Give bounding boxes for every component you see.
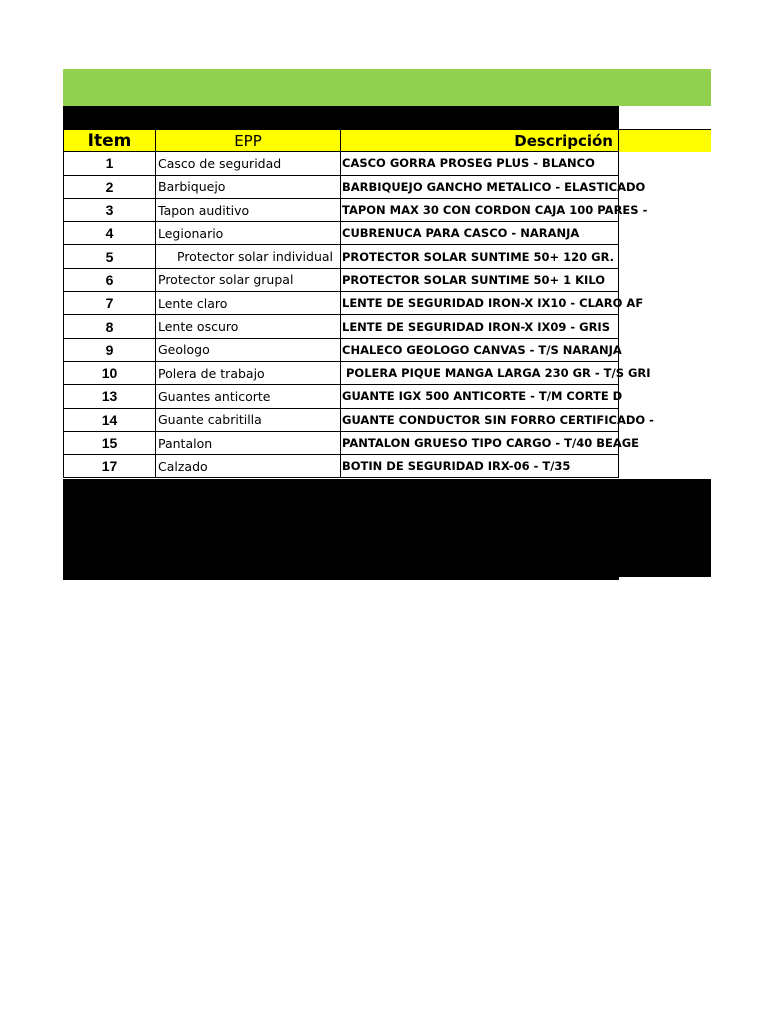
epp-name: Legionario — [156, 222, 341, 245]
extra-cell — [619, 409, 711, 432]
bottom-notch — [619, 577, 711, 580]
item-number: 5 — [63, 245, 156, 268]
item-number: 7 — [63, 292, 156, 315]
epp-description: BARBIQUEJO GANCHO METALICO - ELASTICADO — [341, 176, 619, 199]
table-row — [63, 269, 711, 292]
epp-table — [63, 129, 711, 478]
table-row — [63, 292, 711, 315]
table-row — [63, 385, 711, 408]
table-row — [63, 409, 711, 432]
epp-description: CHALECO GEOLOGO CANVAS - T/S NARANJA — [341, 339, 619, 362]
table-header-row — [63, 129, 711, 152]
extra-cell — [619, 199, 711, 222]
header-extra-cell — [619, 129, 711, 152]
extra-cell — [619, 455, 711, 478]
epp-description: CASCO GORRA PROSEG PLUS - BLANCO — [341, 152, 619, 175]
epp-name: Polera de trabajo — [156, 362, 341, 385]
table-row — [63, 245, 711, 268]
header-epp: EPP — [156, 129, 341, 152]
epp-name: Geologo — [156, 339, 341, 362]
table-row — [63, 455, 711, 478]
table-row — [63, 176, 711, 199]
item-number: 6 — [63, 269, 156, 292]
item-number: 14 — [63, 409, 156, 432]
epp-description: LENTE DE SEGURIDAD IRON-X IX10 - CLARO AF — [341, 292, 619, 315]
extra-cell — [619, 245, 711, 268]
table-row — [63, 222, 711, 245]
epp-description: TAPON MAX 30 CON CORDON CAJA 100 PARES - — [341, 199, 619, 222]
epp-description: PROTECTOR SOLAR SUNTIME 50+ 120 GR. — [341, 245, 619, 268]
epp-name: Protector solar individual — [156, 245, 341, 268]
epp-name: Lente claro — [156, 292, 341, 315]
epp-description: GUANTE CONDUCTOR SIN FORRO CERTIFICADO - — [341, 409, 619, 432]
epp-name: Calzado — [156, 455, 341, 478]
epp-name: Pantalon — [156, 432, 341, 455]
epp-name: Guantes anticorte — [156, 385, 341, 408]
epp-name: Barbiquejo — [156, 176, 341, 199]
item-number: 1 — [63, 152, 156, 175]
item-number: 2 — [63, 176, 156, 199]
item-number: 10 — [63, 362, 156, 385]
epp-description: LENTE DE SEGURIDAD IRON-X IX09 - GRIS — [341, 315, 619, 338]
epp-description: PANTALON GRUESO TIPO CARGO - T/40 BEAGE — [341, 432, 619, 455]
extra-cell — [619, 339, 711, 362]
table-row — [63, 362, 711, 385]
item-number: 13 — [63, 385, 156, 408]
epp-description: PROTECTOR SOLAR SUNTIME 50+ 1 KILO — [341, 269, 619, 292]
epp-name: Tapon auditivo — [156, 199, 341, 222]
item-number: 4 — [63, 222, 156, 245]
extra-cell — [619, 222, 711, 245]
table-row — [63, 315, 711, 338]
extra-cell — [619, 362, 711, 385]
black-band-top — [63, 106, 619, 129]
extra-cell — [619, 385, 711, 408]
item-number: 8 — [63, 315, 156, 338]
epp-description: POLERA PIQUE MANGA LARGA 230 GR - T/S GRI — [341, 362, 619, 385]
extra-cell — [619, 432, 711, 455]
header-descripcion: Descripción — [341, 129, 619, 152]
extra-cell — [619, 176, 711, 199]
item-number: 3 — [63, 199, 156, 222]
epp-name: Casco de seguridad — [156, 152, 341, 175]
epp-description: GUANTE IGX 500 ANTICORTE - T/M CORTE D — [341, 385, 619, 408]
table-row — [63, 199, 711, 222]
extra-cell — [619, 269, 711, 292]
table-row — [63, 152, 711, 175]
header-item: Item — [63, 129, 156, 152]
item-number: 17 — [63, 455, 156, 478]
epp-description: BOTIN DE SEGURIDAD IRX-06 - T/35 — [341, 455, 619, 478]
table-row — [63, 432, 711, 455]
table-row — [63, 339, 711, 362]
black-band-bottom — [63, 479, 711, 580]
epp-name: Lente oscuro — [156, 315, 341, 338]
extra-cell — [619, 315, 711, 338]
epp-description: CUBRENUCA PARA CASCO - NARANJA — [341, 222, 619, 245]
epp-name: Protector solar grupal — [156, 269, 341, 292]
extra-cell — [619, 152, 711, 175]
item-number: 15 — [63, 432, 156, 455]
item-number: 9 — [63, 339, 156, 362]
extra-cell — [619, 292, 711, 315]
title-bar — [63, 69, 711, 106]
epp-name: Guante cabritilla — [156, 409, 341, 432]
